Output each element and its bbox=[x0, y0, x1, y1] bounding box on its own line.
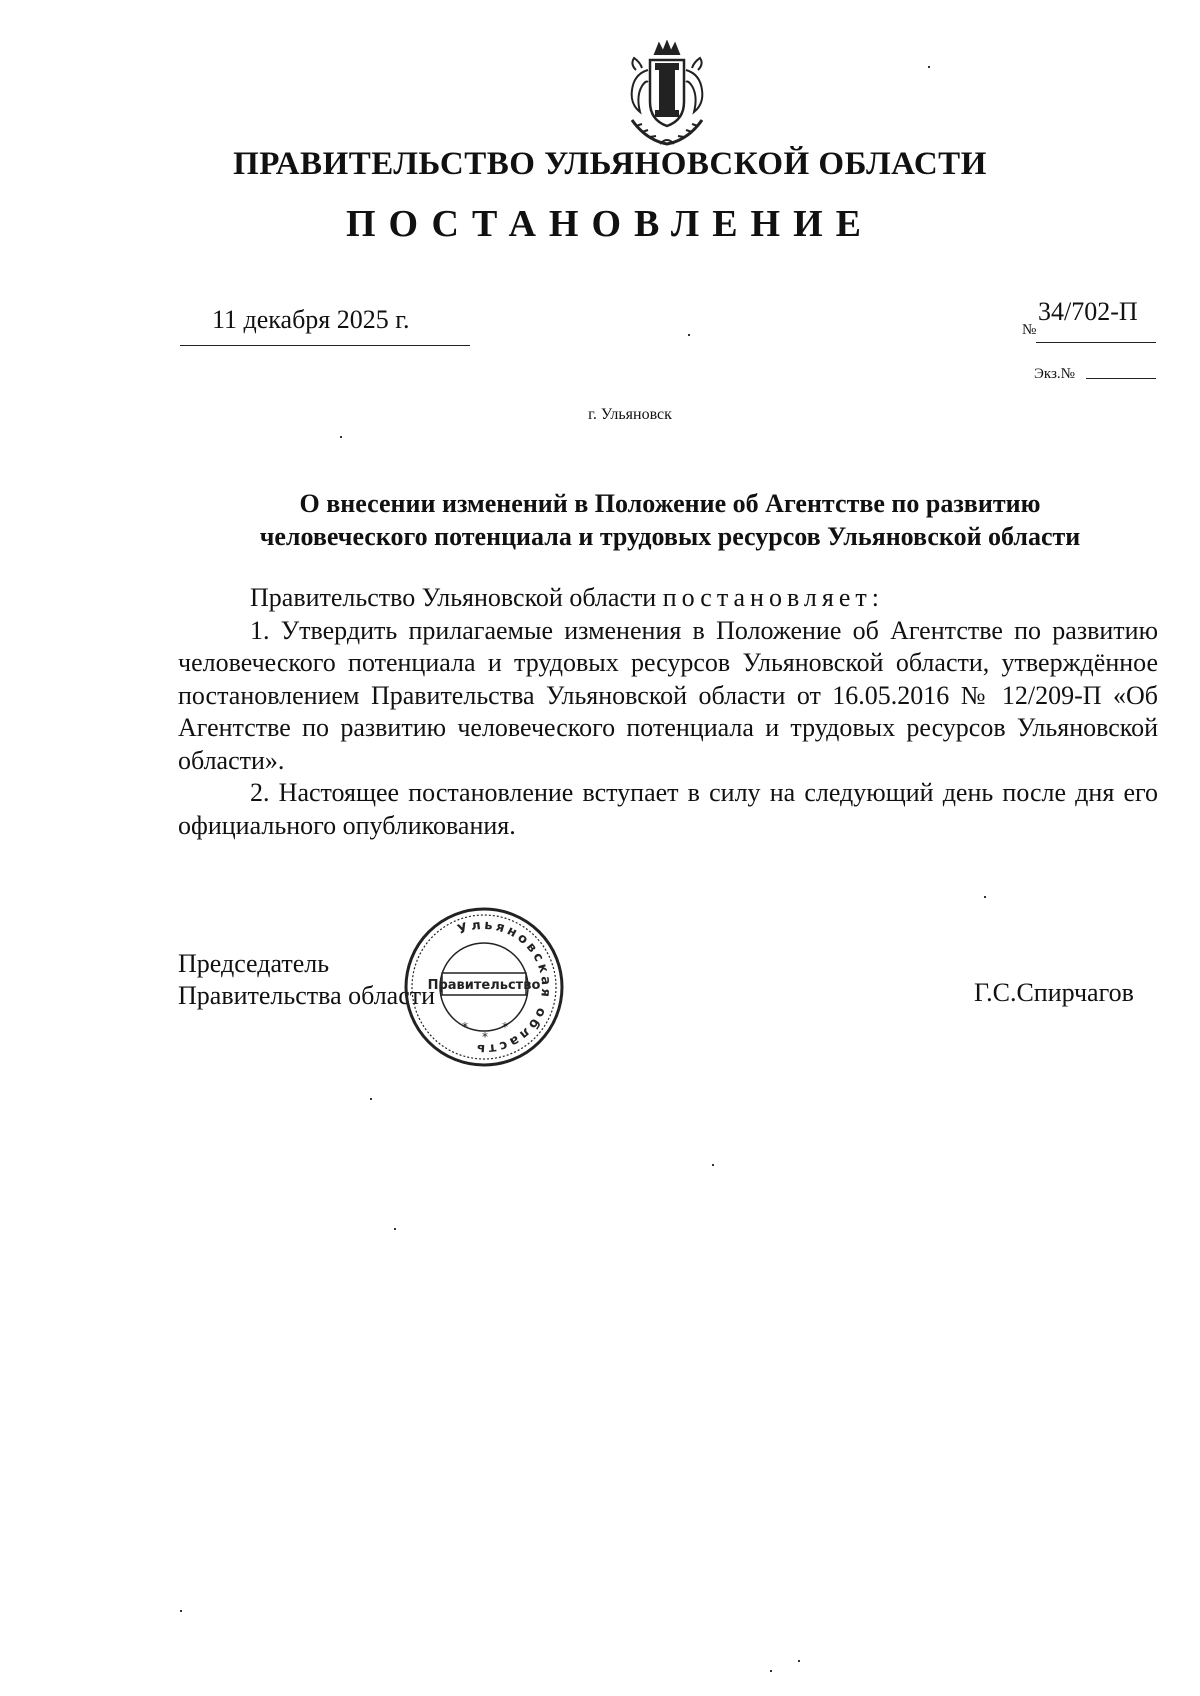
date-underline bbox=[180, 345, 470, 346]
subject-line-1: О внесении изменений в Положение об Агентстве по развитию bbox=[299, 489, 1041, 518]
intro-prefix: Правительство Ульяновской области bbox=[250, 583, 663, 612]
number-underline bbox=[1036, 342, 1156, 343]
scan-speck bbox=[712, 1164, 714, 1166]
city-name: г. Ульяновск bbox=[588, 406, 672, 423]
document-type: ПОСТАНОВЛЕНИЕ bbox=[345, 203, 875, 245]
signatory-name: Г.С.Спирчагов bbox=[974, 978, 1134, 1007]
subject-line-2: человеческого потенциала и трудовых ресурсов Ульяновской области bbox=[259, 522, 1081, 551]
document-number: 34/702-П bbox=[1038, 297, 1138, 326]
scan-speck bbox=[370, 1098, 372, 1100]
seal-star-right: * bbox=[502, 1020, 508, 1034]
item-1-paragraph: 1. Утвердить прилагаемые изменения в Положение об Агентстве по развитию человеческого потенциала и трудовых ресурсов Ульяновской области, утверждённое постановлением Правительства Ульяновской области от 16.05.2016 № 12/209-П «Об Агентстве по развитию человеческого потенциала и трудовых ресурсов Ульяновской области». bbox=[178, 615, 1158, 775]
seal-center-text: Правительство bbox=[427, 978, 541, 993]
scan-speck bbox=[770, 1670, 772, 1672]
scan-speck bbox=[798, 1660, 800, 1662]
signatory-title-line-2: Правительства области bbox=[178, 981, 436, 1010]
intro-suffix: : bbox=[871, 583, 879, 612]
intro-paragraph bbox=[178, 582, 1158, 615]
intro-verb: постановляет bbox=[662, 583, 872, 612]
seal-outer-text: Ульяновская область bbox=[455, 917, 554, 1057]
scan-speck bbox=[394, 1228, 396, 1230]
number-sign: № bbox=[1022, 322, 1037, 338]
seal-star-center: * bbox=[482, 1030, 488, 1044]
signatory-title-line-1: Председатель bbox=[178, 949, 330, 978]
coat-of-arms-emblem bbox=[622, 40, 712, 150]
scan-speck bbox=[928, 66, 930, 68]
item-2-paragraph: 2. Настоящее постановление вступает в силу на следующий день после дня его официального опубликования. bbox=[178, 778, 1158, 840]
copy-number-underline bbox=[1086, 378, 1156, 379]
document-body bbox=[178, 582, 1158, 842]
scan-speck bbox=[688, 334, 690, 336]
scan-speck bbox=[340, 436, 342, 438]
official-seal bbox=[400, 903, 568, 1071]
copy-number-label: Экз.№ bbox=[1034, 366, 1075, 382]
signatory-title bbox=[178, 948, 435, 1012]
scan-speck bbox=[180, 1610, 182, 1612]
document-subject bbox=[180, 487, 1160, 553]
scan-speck bbox=[984, 896, 986, 898]
seal-star-left: * bbox=[462, 1020, 468, 1034]
organization-title: ПРАВИТЕЛЬСТВО УЛЬЯНОВСКОЙ ОБЛАСТИ bbox=[233, 146, 987, 182]
document-date: 11 декабря 2025 г. bbox=[212, 305, 410, 334]
